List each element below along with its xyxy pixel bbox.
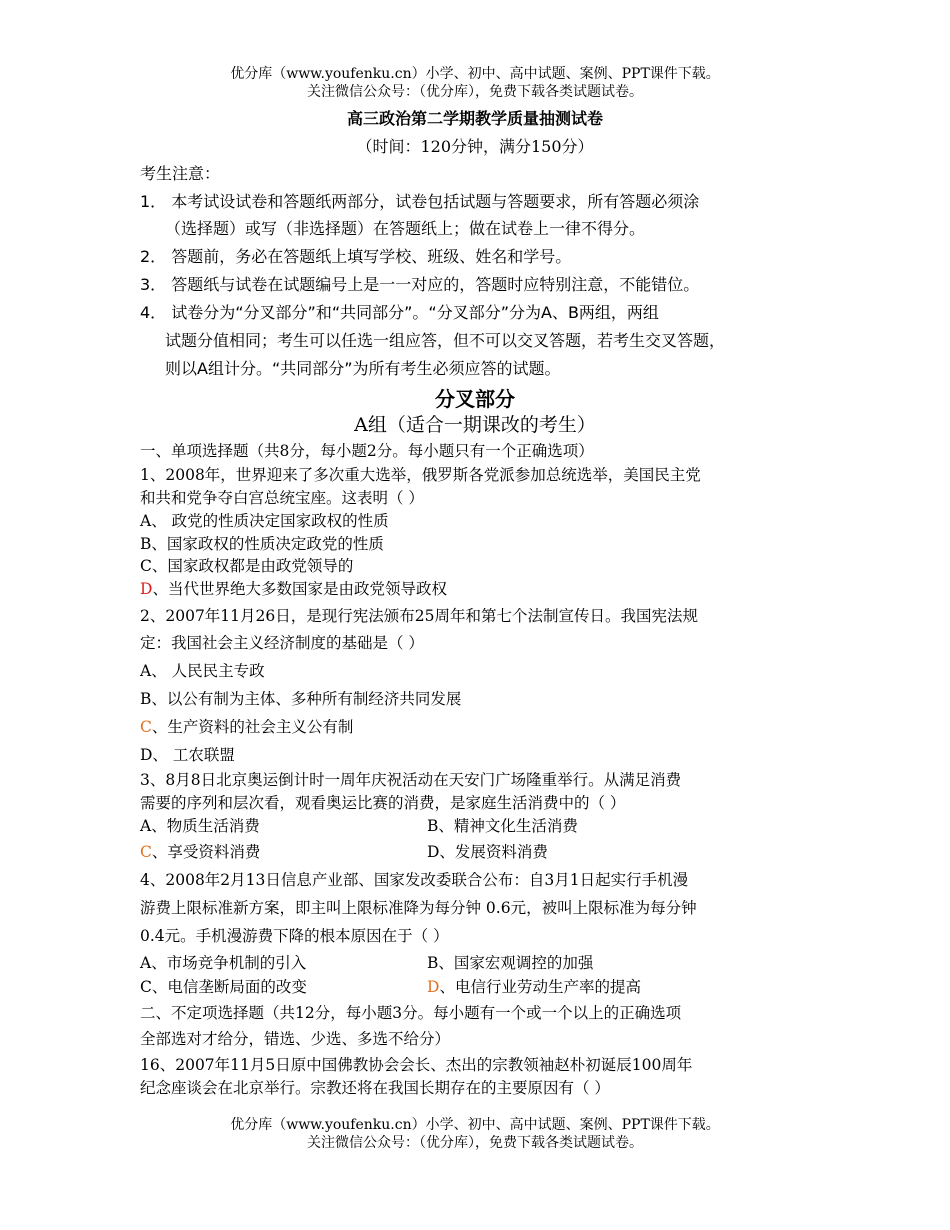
q2-option-c-text: 、生产资料的社会主义公有制 — [151, 718, 354, 736]
q3-stem-line-1: 3、8月8日北京奥运倒计时一周年庆祝活动在天安门广场隆重举行。从满足消费 — [140, 771, 682, 789]
q2-option-c — [140, 717, 353, 737]
notice-item-4-line-3: 则以A组计分。“共同部分”为所有考生必须应答的试题。 — [165, 359, 561, 378]
q16-stem-line-2: 纪念座谈会在北京举行。宗教还将在我国长期存在的主要原因有（ ） — [140, 1079, 610, 1097]
q2-option-b: B、以公有制为主体、多种所有制经济共同发展 — [140, 690, 462, 708]
q4-option-b: B、国家宏观调控的加强 — [427, 954, 594, 972]
q2-answer-letter: C — [140, 718, 152, 736]
q1-option-a: A、 政党的性质决定国家政权的性质 — [140, 512, 389, 530]
notice-item-3: 3． 答题纸与试卷在试题编号上是一一对应的，答题时应特别注意，不能错位。 — [140, 275, 700, 294]
notice-item-4-line-2: 试题分值相同；考生可以任选一组应答，但不可以交叉答题，若考生交叉答题， — [165, 331, 726, 350]
q1-option-d — [140, 579, 447, 599]
q2-option-a: A、 人民民主专政 — [140, 662, 265, 680]
q1-answer-letter: D — [140, 580, 153, 598]
q1-stem-line-2: 和共和党争夺白宫总统宝座。这表明（ ） — [140, 489, 424, 507]
q4-option-d-text: 、电信行业劳动生产率的提高 — [439, 978, 641, 996]
notice-item-4-line-1: 4． 试卷分为“分叉部分”和“共同部分”。“分叉部分”分为A、B两组，两组 — [140, 303, 659, 322]
q1-option-d-text: 、当代世界绝大多数国家是由政党领导政权 — [152, 580, 447, 598]
q3-answer-letter: C — [140, 843, 152, 861]
q3-option-d: D、发展资料消费 — [427, 843, 548, 861]
part1-heading: 一、单项选择题（共8分，每小题2分。每小题只有一个正确选项） — [140, 442, 594, 460]
notice-item-1-line-1: 1． 本考试设试卷和答题纸两部分，试卷包括试题与答题要求，所有答题必须涂 — [140, 192, 700, 211]
q16-stem-line-1: 16、2007年11月5日原中国佛教协会会长、杰出的宗教领袖赵朴初诞辰100周年 — [140, 1056, 693, 1074]
q2-option-d: D、 工农联盟 — [140, 746, 235, 764]
q4-stem-line-1: 4、2008年2月13日信息产业部、国家发改委联合公布：自3月1日起实行手机漫 — [140, 871, 689, 889]
exam-subtitle: （时间：120分钟，满分150分） — [356, 137, 594, 156]
q4-option-d — [427, 977, 641, 997]
q1-stem-line-1: 1、2008年，世界迎来了多次重大选举，俄罗斯各党派参加总统选举，美国民主党 — [140, 466, 701, 484]
notice-heading: 考生注意： — [140, 164, 221, 183]
section-title: 分叉部分 — [435, 387, 515, 411]
q4-option-c: C、电信垄断局面的改变 — [140, 978, 307, 996]
q3-option-c-text: 、享受资料消费 — [151, 843, 261, 861]
q4-stem-line-3: 0.4元。手机漫游费下降的根本原因在于（ ） — [140, 927, 449, 945]
exam-title: 高三政治第二学期教学质量抽测试卷 — [346, 109, 603, 128]
q3-option-b: B、精神文化生活消费 — [427, 817, 578, 835]
q3-option-a: A、物质生活消费 — [140, 817, 260, 835]
q4-stem-line-2: 游费上限标准新方案，即主叫上限标准降为每分钟 0.6元，被叫上限标准为每分钟 — [140, 899, 697, 917]
q2-stem-line-2: 定：我国社会主义经济制度的基础是（ ） — [140, 634, 424, 652]
footer-line-1: 优分库（www.youfenku.cn）小学、初中、高中试题、案例、PPT课件下载。 — [230, 1117, 720, 1133]
group-title: A组（适合一期课改的考生） — [354, 414, 596, 436]
q2-stem-line-1: 2、2007年11月26日，是现行宪法颁布25周年和第七个法制宣传日。我国宪法规 — [140, 607, 698, 625]
q3-stem-line-2: 需要的序列和层次看，观看奥运比赛的消费，是家庭生活消费中的（ ） — [140, 794, 626, 812]
q1-option-c: C、国家政权都是由政党领导的 — [140, 557, 354, 575]
footer-line-2: 关注微信公众号：（优分库），免费下载各类试题试卷。 — [307, 1135, 643, 1151]
part2-heading-line-2: 全部选对才给分，错选、少选、多选不给分） — [140, 1030, 451, 1048]
q3-option-c — [140, 842, 260, 862]
notice-item-2: 2． 答题前，务必在答题纸上填写学校、班级、姓名和学号。 — [140, 247, 572, 266]
q4-answer-letter: D — [427, 978, 440, 996]
q1-option-b: B、国家政权的性质决定政党的性质 — [140, 535, 384, 553]
header-line-1: 优分库（www.youfenku.cn）小学、初中、高中试题、案例、PPT课件下载。 — [230, 66, 720, 82]
notice-item-1-line-2: （选择题）或写（非选择题）在答题纸上；做在试卷上一律不得分。 — [165, 219, 646, 238]
q4-option-a: A、市场竞争机制的引入 — [140, 954, 307, 972]
header-line-2: 关注微信公众号：（优分库），免费下载各类试题试卷。 — [307, 84, 643, 100]
part2-heading-line-1: 二、不定项选择题（共12分，每小题3分。每小题有一个或一个以上的正确选项 — [140, 1004, 682, 1022]
